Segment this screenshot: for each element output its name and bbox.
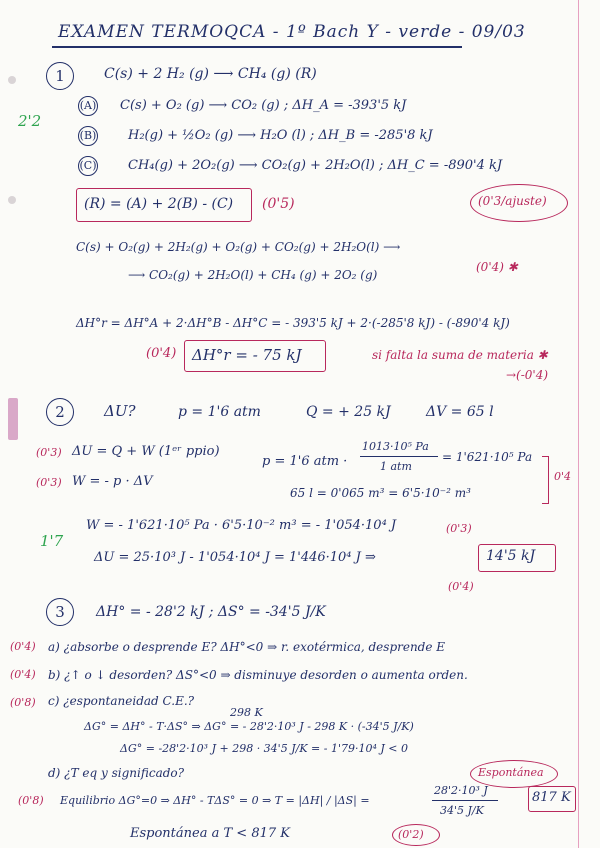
q3-temperature: 298 K [230,706,263,719]
fraction-bar [360,456,438,457]
q3-part-d: d) ¿T eq y significado? [48,766,185,780]
punch-hole [8,76,16,84]
question-1-number: 1 [46,62,74,90]
punch-hole [8,196,16,204]
q3-score-d: (0'8) [18,794,44,807]
q3-part-a: a) ¿absorbe o desprende E? ΔH°<0 ⇒ r. exotérmica, desprende E [48,640,446,654]
q2-result: 14'5 kJ [486,548,536,564]
q1-equation-C: CH₄(g) + 2O₂(g) ⟶ CO₂(g) + 2H₂O(l) ; ΔH_C = -890'4 kJ [128,158,503,173]
q1-equation-B: H₂(g) + ½O₂ (g) ⟶ H₂O (l) ; ΔH_B = -285'8 kJ [128,128,433,143]
question-3-number: 3 [46,598,74,626]
q1-eqA-label: (A) [78,96,98,116]
q2-du-calc: ΔU = 25·10³ J - 1'054·10⁴ J = 1'446·10⁴ J ⇒ [94,550,376,565]
q2-pressure-conv: p = 1'6 atm · [262,454,348,469]
q2-volume-conv: 65 l = 0'065 m³ = 6'5·10⁻² m³ [290,486,471,500]
q1-adjust-note: (0'3/ajuste) [478,194,547,208]
q1-penalty-note: si falta la suma de materia ✱ [372,348,548,362]
q1-eqC-label: (C) [78,156,98,176]
q1-sum-score: (0'4) ✱ [476,260,518,274]
q3-temp-den: 34'5 J/K [440,804,484,817]
q3-temp-result: 817 K [532,790,571,805]
q3-temp-num: 28'2·10³ J [434,784,488,797]
title-underline [52,46,462,48]
q3-gibbs-calc-1: ΔG° = ΔH° - T·ΔS° ⇒ ΔG° = - 28'2·10³ J - 298 K · (-34'5 J/K) [84,720,414,733]
q3-score-b: (0'4) [10,668,36,681]
q1-score: 2'2 [18,112,42,130]
q2-header-heat: Q = + 25 kJ [306,404,391,420]
q3-final-score: (0'2) [398,828,424,841]
exam-title: EXAMEN TERMOQCA - 1º Bach Y - verde - 09/03 [58,22,526,42]
q1-equation-A: C(s) + O₂ (g) ⟶ CO₂ (g) ; ΔH_A = -393'5 kJ [120,98,407,113]
q2-conv-score: 0'4 [554,470,572,483]
q2-score: 1'7 [40,532,64,550]
q3-part-c: c) ¿espontaneidad C.E.? [48,694,195,708]
q2-work-formula: W = - p · ΔV [72,474,153,489]
q1-combination: (R) = (A) + 2(B) - (C) [84,196,234,212]
q3-equilibrium-calc: Equilibrio ΔG°=0 ⇒ ΔH° - TΔS° = 0 ⇒ T = |ΔH| / |ΔS| = [60,794,370,807]
q1-result: ΔH°r = - 75 kJ [192,346,302,364]
q3-spontaneity-range: Espontánea a T < 817 K [130,826,290,841]
fraction-bar [432,800,498,801]
q2-pressure-conv-den: 1 atm [380,460,412,473]
q3-spontaneous-note: Espontánea [478,766,544,779]
q2-work-calc: W = - 1'621·10⁵ Pa · 6'5·10⁻² m³ = - 1'054·10⁴ J [86,518,397,533]
q3-score-a: (0'4) [10,640,36,653]
q1-combination-score: (0'5) [262,196,295,212]
q1-sum-line-1: C(s) + O₂(g) + 2H₂(g) + O₂(g) + CO₂(g) + 2H₂O(l) ⟶ [76,240,401,254]
q2-first-law: ΔU = Q + W (1ᵉʳ ppio) [72,444,220,459]
q3-header: ΔH° = - 28'2 kJ ; ΔS° = -34'5 J/K [96,604,326,620]
q3-part-b: b) ¿↑ o ↓ desorden? ΔS°<0 ⇒ disminuye desorden o aumenta orden. [48,668,468,682]
q2-pressure-conv-num: 1013·10⁵ Pa [362,440,429,453]
q2-result-score: (0'4) [448,580,474,593]
q1-eqB-label: (B) [78,126,98,146]
page-tab [8,398,18,440]
q2-score-1: (0'3) [36,446,62,459]
q1-penalty-value: →(-0'4) [506,368,549,382]
margin-line [578,0,579,848]
question-2-number: 2 [46,398,74,426]
q2-header-volume: ΔV = 65 l [426,404,494,420]
q1-target-reaction: C(s) + 2 H₂ (g) ⟶ CH₄ (g) (R) [104,66,317,82]
q1-sum-line-2: ⟶ CO₂(g) + 2H₂O(l) + CH₄ (g) + 2O₂ (g) [128,268,378,282]
q2-work-score: (0'3) [446,522,472,535]
q2-header-pressure: p = 1'6 atm [178,404,261,420]
q3-score-c: (0'8) [10,696,36,709]
q2-score-2: (0'3) [36,476,62,489]
q3-gibbs-calc-2: ΔG° = -28'2·10³ J + 298 · 34'5 J/K = - 1'79·10⁴ J < 0 [120,742,408,755]
q2-conv-brace [542,456,549,504]
q2-pressure-result: = 1'621·10⁵ Pa [442,450,533,464]
q1-result-score: (0'4) [146,346,177,361]
q1-enthalpy-calc: ΔH°r = ΔH°A + 2·ΔH°B - ΔH°C = - 393'5 kJ + 2·(-285'8 kJ) - (-890'4 kJ) [76,316,510,330]
q2-header-du: ΔU? [104,402,136,420]
